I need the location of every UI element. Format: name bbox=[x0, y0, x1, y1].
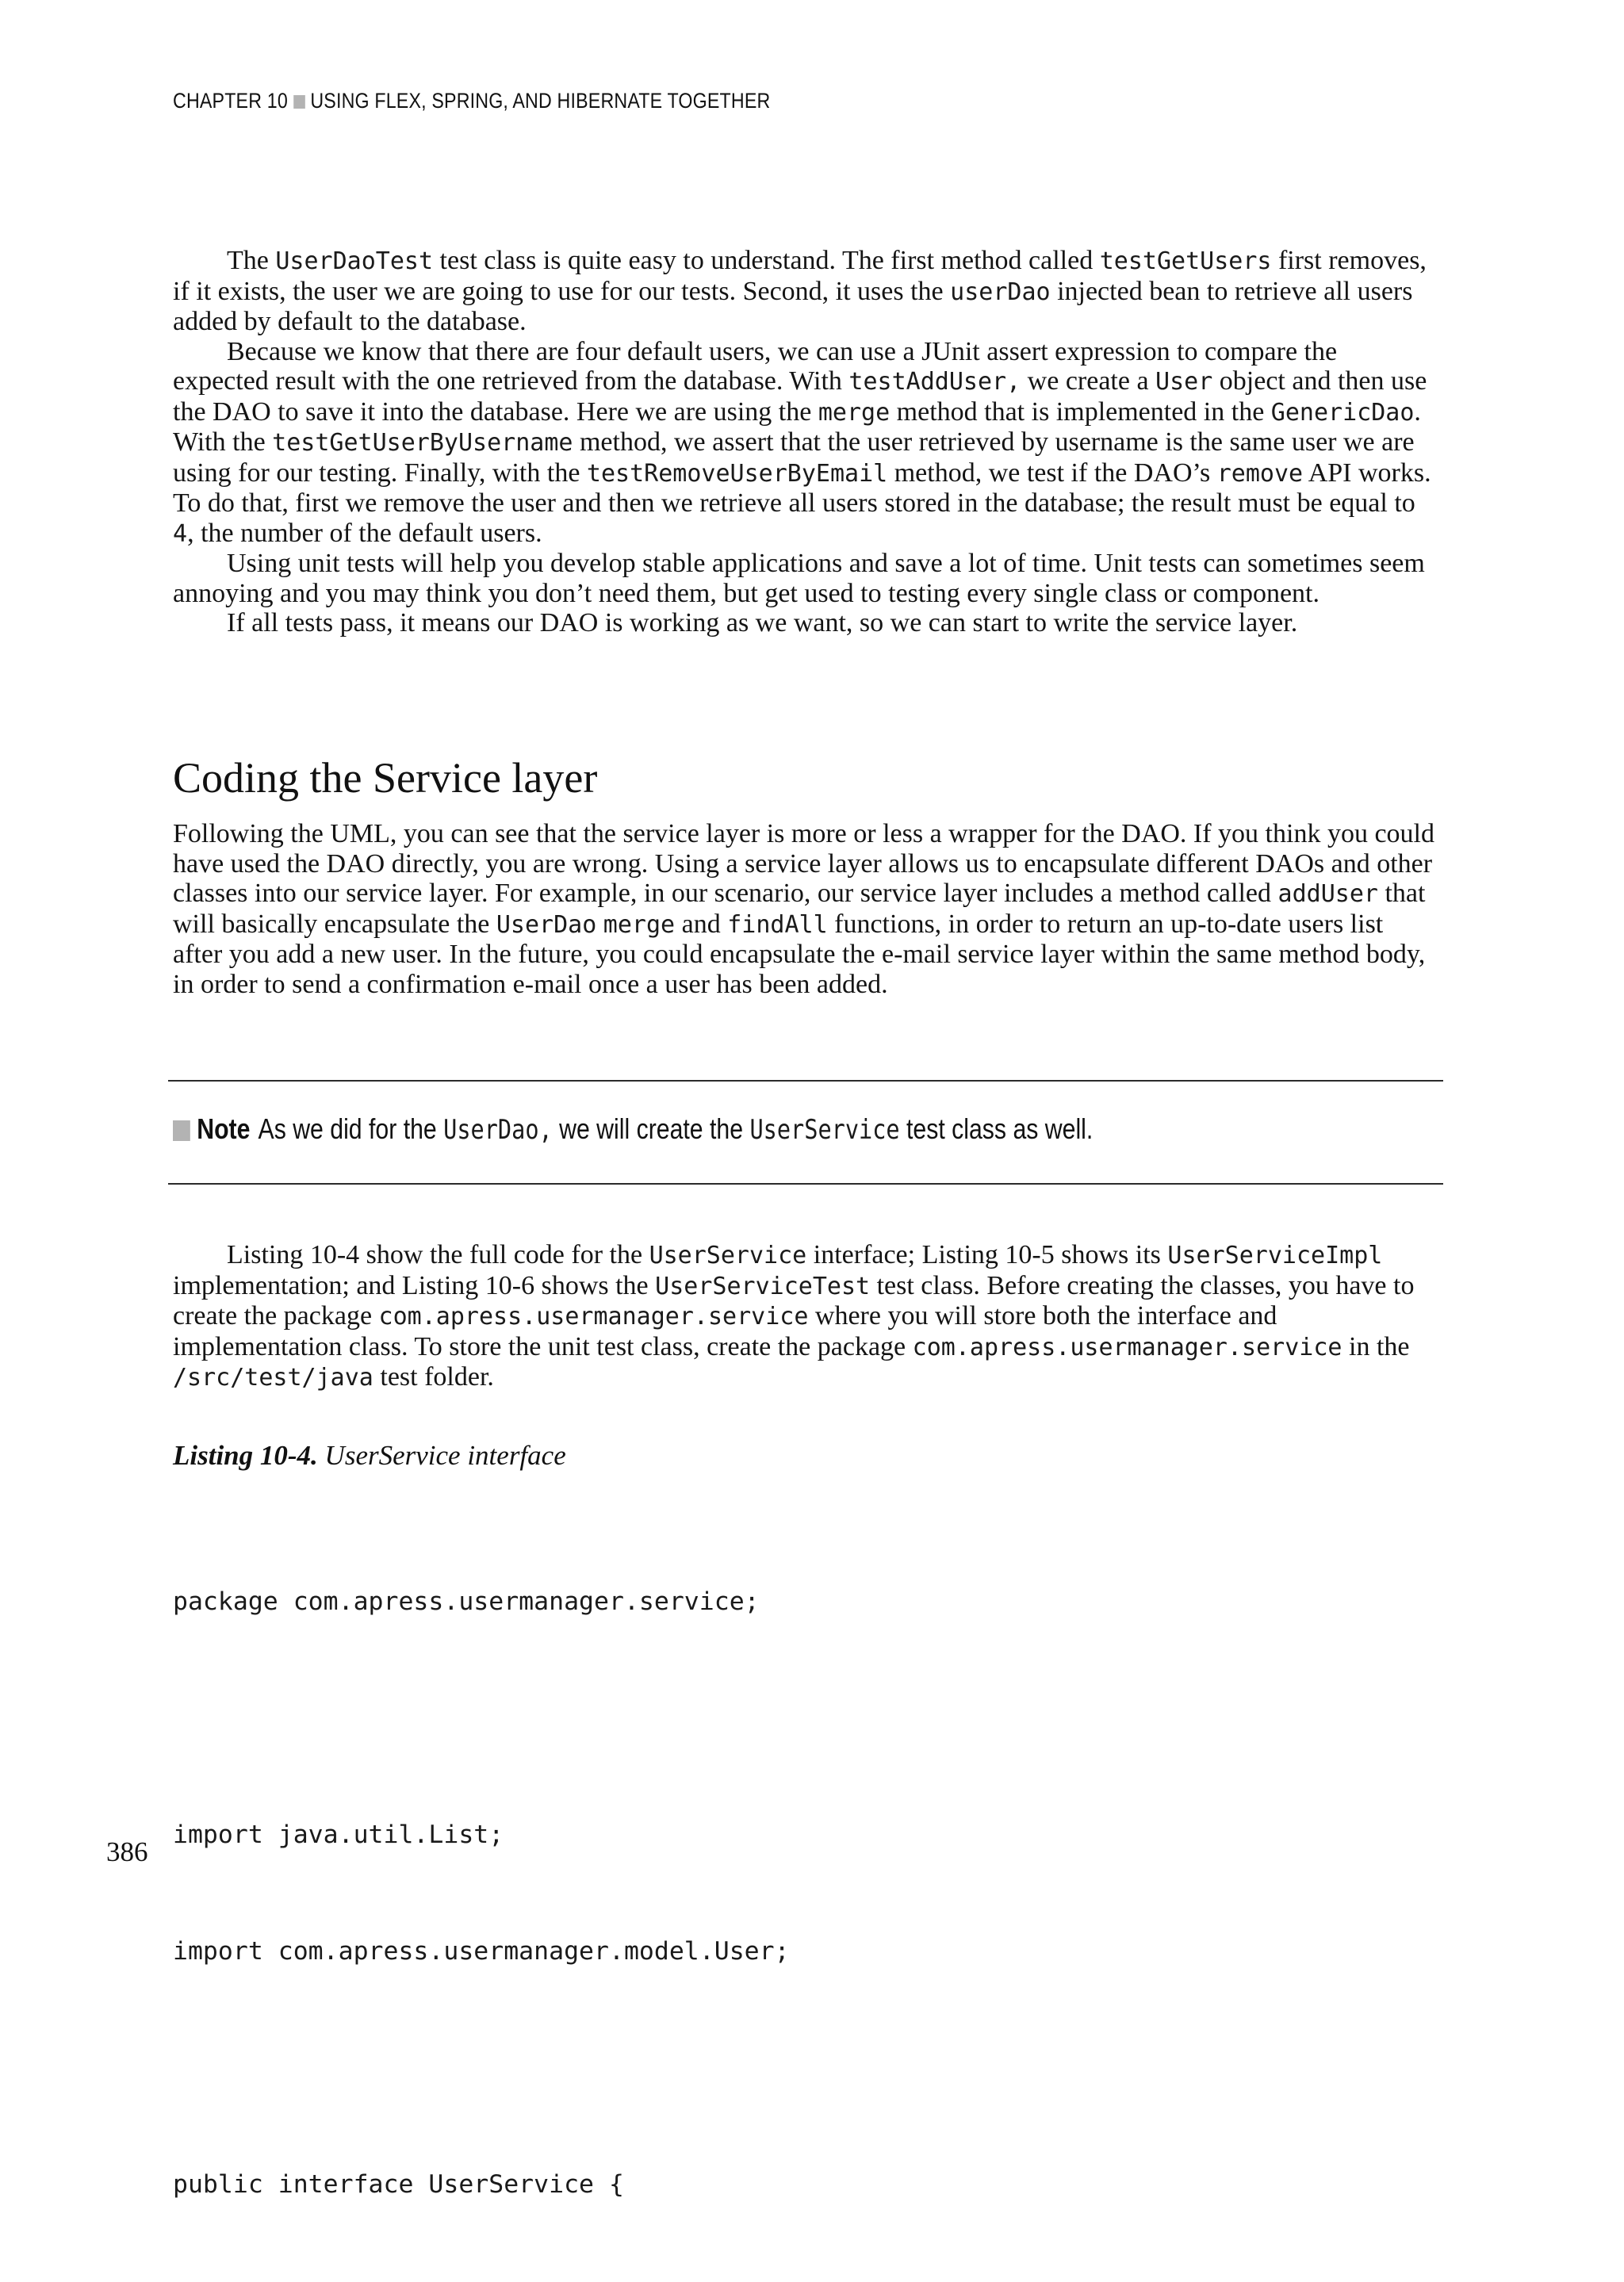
chapter-title: USING FLEX, SPRING, AND HIBERNATE TOGETHER bbox=[310, 89, 771, 113]
body-text-service bbox=[173, 819, 1438, 999]
paragraph: Using unit tests will help you develop stable applications and save a lot of time. Unit tests can sometimes seem annoying and you may think you don’t need them, but get used to testing every single class or component. bbox=[173, 549, 1425, 608]
listing-title: UserService interface bbox=[324, 1440, 566, 1471]
section-heading: Coding the Service layer bbox=[173, 754, 598, 802]
square-bullet-icon bbox=[293, 95, 305, 109]
code-line bbox=[173, 1699, 790, 1738]
running-head bbox=[173, 89, 770, 113]
body-text-listing-intro bbox=[173, 1240, 1438, 1393]
paragraph: The UserDaoTest test class is quite easy to understand. The first method called testGetUsers first removes, if it exists, the user we are going to use for our tests. Second, it uses the userDao injected bean to retrieve all users added by default to the database. bbox=[173, 246, 1427, 336]
code-line: import java.util.List; bbox=[173, 1821, 504, 1849]
body-text-upper bbox=[173, 246, 1438, 638]
note-top-rule bbox=[168, 1080, 1443, 1082]
listing-caption bbox=[173, 1440, 566, 1472]
chapter-label: CHAPTER 10 bbox=[173, 89, 288, 113]
code-line bbox=[173, 2049, 790, 2088]
code-line: public interface UserService { bbox=[173, 2170, 624, 2199]
paragraph: Following the UML, you can see that the service layer is more or less a wrapper for the DAO. If you think you could have used the DAO directly, you are wrong. Using a service layer allows us to encapsulate different DAOs and other classes into our service layer. For example, in our scenario, our service layer includes a method called addUser that will basically encapsulate the UserDao merge and findAll functions, in order to return an up-to-date users list after you add a new user. In the future, you could encapsulate the e-mail service layer within the same method body, in order to send a confirmation e-mail once a user has been added. bbox=[173, 819, 1434, 999]
code-line: import com.apress.usermanager.model.User; bbox=[173, 1937, 790, 1966]
note-bottom-rule bbox=[168, 1183, 1443, 1185]
listing-label: Listing 10-4. bbox=[173, 1440, 318, 1471]
paragraph: If all tests pass, it means our DAO is working as we want, so we can start to write the service layer. bbox=[227, 608, 1298, 638]
note-label: Note bbox=[197, 1112, 251, 1145]
note-box: Note As we did for the UserDao, we will create the UserService test class as well. bbox=[173, 1112, 1239, 1146]
page-number: 386 bbox=[106, 1836, 148, 1867]
square-bullet-icon bbox=[173, 1120, 190, 1141]
paragraph: Because we know that there are four default users, we can use a JUnit assert expression to compare the expected result with the one retrieved from the database. With testAddUser, we create a User object and then use the DAO to save it into the database. Here we are using the merge method that is implemented in the GenericDao. With the testGetUserByUsername method, we assert that the user retrieved by username is the same user we are using for our testing. Finally, with the testRemoveUserByEmail method, we test if the DAO’s remove API works. To do that, first we remove the user and then we retrieve all users stored in the database; the result must be equal to 4, the number of the default users. bbox=[173, 336, 1431, 548]
paragraph: Listing 10-4 show the full code for the UserService interface; Listing 10-5 shows its UserServiceImpl implementation; and Listing 10-6 shows the UserServiceTest test class. Before creating the classes, you have to create the package com.apress.usermanager.service where you will store both the interface and implementation class. To store the unit test class, create the package com.apress.usermanager.service in the /src/test/java test folder. bbox=[173, 1240, 1415, 1392]
code-listing bbox=[173, 1505, 790, 2282]
code-line: package com.apress.usermanager.service; bbox=[173, 1587, 760, 1616]
